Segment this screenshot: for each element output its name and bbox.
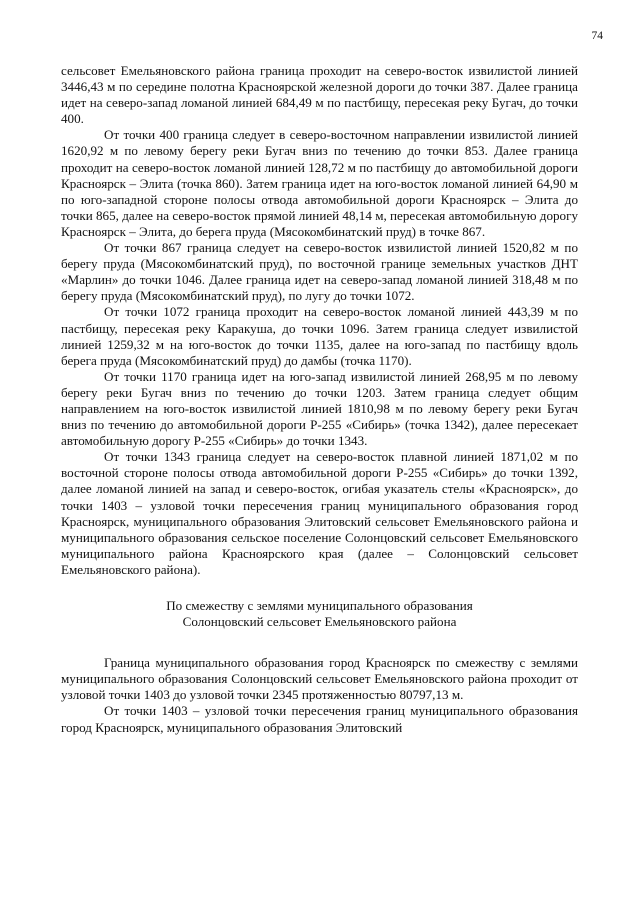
paragraph: От точки 1170 граница идет на юго-запад извилистой линией 268,95 м по левому берегу реки Бугач вниз по течению до точки 1203. Затем граница следует общим направлением на юго-восток извилистой линией 1810,98 м по левому берегу реки Бугач вниз по течению до автомобильной дороги Р-255 «Сибирь» (точка 1342), далее пересекает автомобильную дорогу Р-255 «Сибирь» до точки 1343. bbox=[61, 368, 578, 449]
paragraph: От точки 400 граница следует в северо-восточном направлении извилистой линией 1620,92 м по левому берегу реки Бугач вниз по течению до точки 853. Далее граница проходит на северо-восток ломаной линией 128,72 м по пастбищу до автомобильной дороги Красноярск – Элита (точка 860). Затем граница идет на юго-восток ломаной линией 64,90 м по юго-западной стороне полосы отвода автомобильной дороги Красноярск – Элита до точки 865, далее на северо-восток прямой линией 48,14 м, пересекая автомобильную дорогу Красноярск – Элита, до берега пруда (Мясокомбинатский пруд) в точке 867. bbox=[61, 127, 578, 239]
paragraph: Граница муниципального образования город Красноярск по смежеству с землями муниципального образования Солонцовский сельсовет Емельяновского района проходит от узловой точки 1403 до узловой точки 2345 протяженностью 80797,13 м. bbox=[61, 655, 578, 703]
section-heading-line: Солонцовский сельсовет Емельяновского района bbox=[182, 614, 457, 630]
paragraph: сельсовет Емельяновского района граница проходит на северо-восток извилистой линией 3446,43 м по середине полотна Красноярской железной дороги до точки 387. Далее граница идет на северо-запад ломаной линией 684,49 м по пастбищу, пересекая реку Бугач, до точки 400. bbox=[61, 63, 578, 127]
paragraph: От точки 867 граница следует на северо-восток извилистой линией 1520,82 м по берегу пруда (Мясокомбинатский пруд), по восточной границе земельных участков ДНТ «Марлин» до точки 1046. Далее граница идет на северо-запад ломаной линией 318,48 м по берегу пруда (Мясокомбинатский пруд), по лугу до точки 1072. bbox=[61, 240, 578, 304]
paragraph: От точки 1072 граница проходит на северо-восток ломаной линией 443,39 м по пастбищу, пересекая реку Каракуша, до точки 1096. Затем граница следует извилистой линией 1259,32 м на юго-восток до точки 1135, далее на юго-запад по пастбищу вдоль берега пруда (Мясокомбинатский пруд) до дамбы (точка 1170). bbox=[61, 304, 578, 368]
document-body bbox=[61, 63, 578, 736]
section-heading-line: По смежеству с землями муниципального образования bbox=[166, 598, 473, 613]
paragraph: От точки 1403 – узловой точки пересечения границ муниципального образования город Красноярск, муниципального образования Элитовский bbox=[61, 703, 578, 735]
page-number: 74 bbox=[591, 30, 603, 42]
section-heading bbox=[61, 598, 578, 630]
paragraph: От точки 1343 граница следует на северо-восток плавной линией 1871,02 м по восточной стороне полосы отвода автомобильной дороги Р-255 «Сибирь» до точки 1392, далее ломаной линией на запад и северо-восток, огибая указатель стелы «Красноярск», до точки 1403 – узловой точки пересечения границ муниципального образования город Красноярск, муниципального образования Элитовский сельсовет Емельяновского района и муниципального образования сельское поселение Солонцовский сельсовет Емельяновского муниципального района Красноярского края (далее – Солонцовский сельсовет Емельяновского района). bbox=[61, 449, 578, 577]
